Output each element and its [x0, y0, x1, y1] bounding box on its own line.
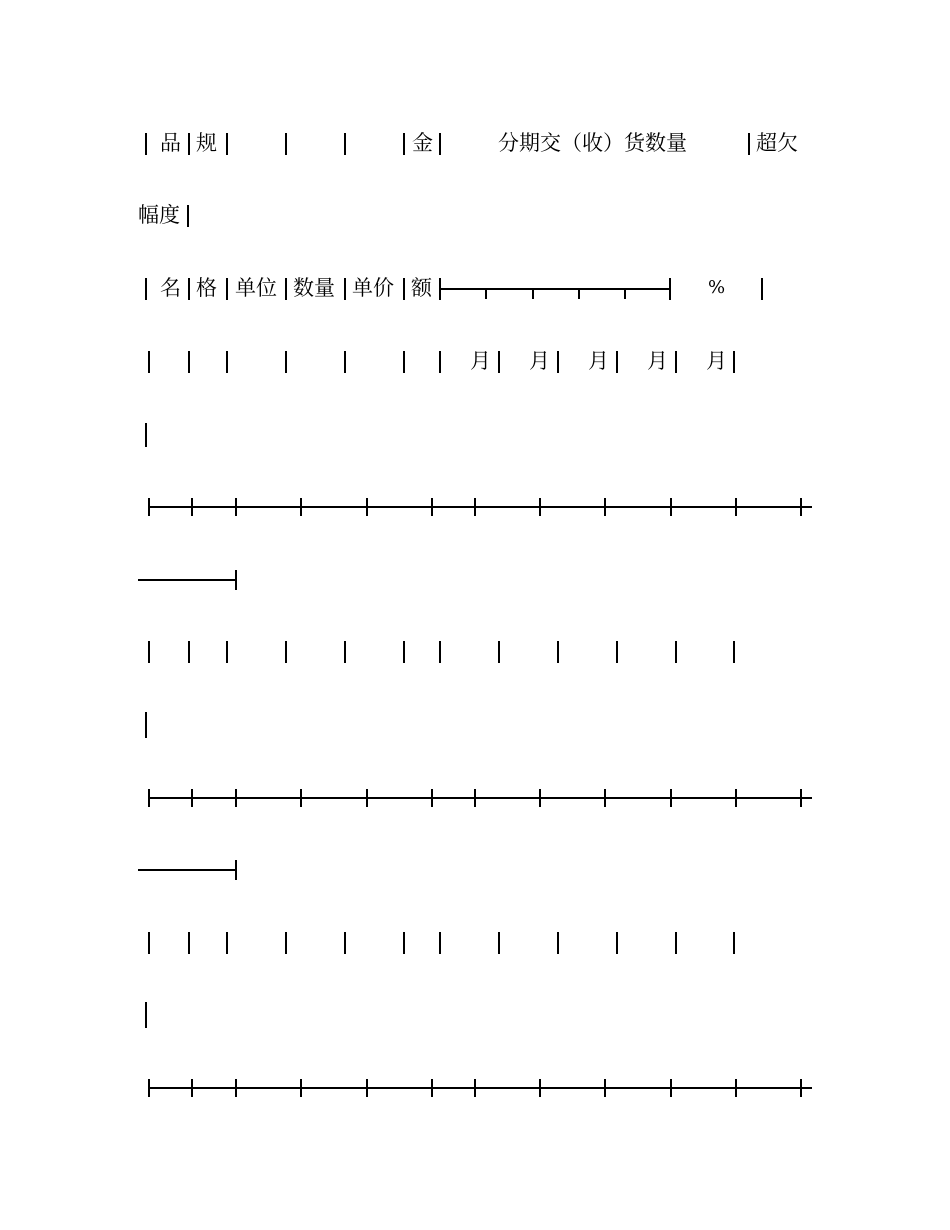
- border: [733, 351, 735, 373]
- border: [403, 351, 405, 373]
- header-e: 额: [411, 276, 432, 300]
- border: [675, 351, 677, 373]
- month-label: 月: [706, 349, 727, 373]
- tick: [578, 289, 580, 299]
- border: [145, 278, 147, 300]
- border: [439, 133, 441, 155]
- border: [226, 133, 228, 155]
- border: [285, 133, 287, 155]
- header-over-wrap: 幅度: [138, 203, 180, 227]
- header-unit: 单位: [235, 276, 277, 300]
- border: [226, 278, 228, 300]
- border: [344, 351, 346, 373]
- month-label: 月: [470, 349, 491, 373]
- header-qty: 数量: [293, 276, 335, 300]
- border: [188, 278, 190, 300]
- border: [188, 133, 190, 155]
- border: [285, 351, 287, 373]
- border: [344, 278, 346, 300]
- border: [616, 351, 618, 373]
- schedule-rule: [440, 288, 671, 290]
- border: [148, 351, 150, 373]
- border: [557, 351, 559, 373]
- tick: [624, 289, 626, 299]
- header-ming: 名: [160, 276, 181, 300]
- border: [761, 278, 763, 300]
- header-ge: 格: [196, 276, 217, 300]
- border: [187, 205, 189, 227]
- border: [344, 133, 346, 155]
- border: [403, 278, 405, 300]
- header-schedule: 分期交（收）货数量: [498, 131, 687, 155]
- border: [498, 351, 500, 373]
- header-price: 单价: [352, 276, 394, 300]
- border: [748, 133, 750, 155]
- border: [403, 133, 405, 155]
- month-label: 月: [529, 349, 550, 373]
- border: [188, 351, 190, 373]
- border: [226, 351, 228, 373]
- month-label: 月: [588, 349, 609, 373]
- header-jin: 金: [412, 131, 433, 155]
- border: [145, 423, 147, 447]
- header-gui: 规: [196, 131, 217, 155]
- header-over: 超欠: [756, 131, 798, 155]
- header-pct: %: [708, 277, 726, 298]
- border: [145, 133, 147, 155]
- border: [285, 278, 287, 300]
- header-pin: 品: [160, 131, 181, 155]
- border: [439, 351, 441, 373]
- month-label: 月: [647, 349, 668, 373]
- tick: [532, 289, 534, 299]
- tick: [485, 289, 487, 299]
- border: [669, 278, 671, 300]
